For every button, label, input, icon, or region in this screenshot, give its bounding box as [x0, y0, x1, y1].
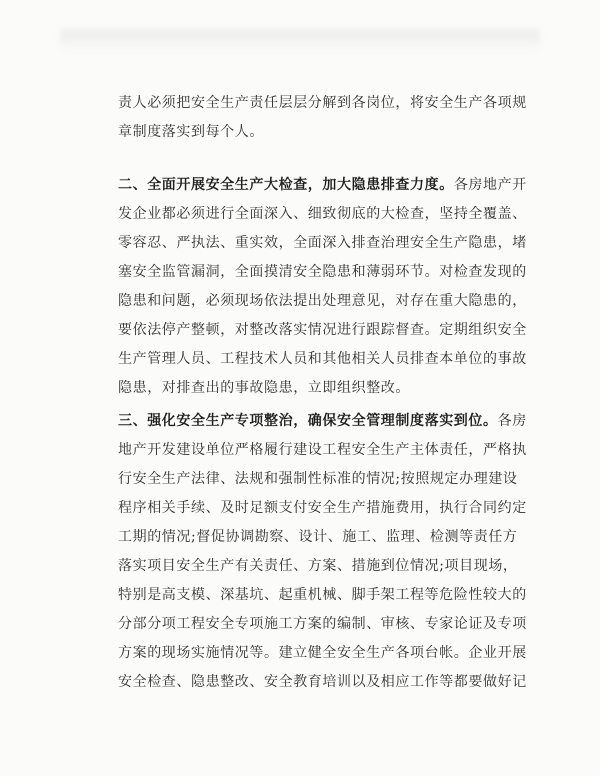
line-text: 零容忍、严执法、重实效，全面深入排查治理安全生产隐患，堵: [118, 235, 527, 251]
text-line: [118, 552, 518, 581]
paragraph-3: [118, 407, 527, 697]
line-text: 工期的情况;督促协调勘察、设计、施工、监理、检测等责任方: [118, 529, 518, 545]
line-text: 地产开发建设单位严格履行建设工程安全生产主体责任，严格执: [118, 442, 527, 458]
text-line: [118, 465, 518, 494]
line-text: 特别是高支模、深基坑、起重机械、脚手架工程等危险性较大的: [118, 587, 527, 603]
line-text: 程序相关手续、及时足额支付安全生产措施费用，执行合同约定: [118, 500, 527, 516]
text-line: [118, 89, 527, 118]
scan-shadow: [60, 30, 540, 52]
text-line: [118, 610, 527, 639]
line-text: 章制度落实到每个人。: [118, 124, 264, 140]
text-line: [118, 407, 527, 436]
text-line: [118, 494, 527, 523]
text-line: [118, 374, 498, 403]
line-text: 安全检查、隐患整改、安全教育培训以及相应工作等都要做好记: [118, 674, 527, 690]
line-text: 各房地产开: [453, 177, 527, 193]
line-text: 要依法停产整顿，对整改落实情况进行跟踪督查。定期组织安全: [118, 322, 527, 338]
line-text: 生产管理人员、工程技术人员和其他相关人员排查本单位的事故: [118, 351, 527, 367]
line-text: 行安全生产法律、法规和强制性标准的情况;按照规定办理建设: [118, 471, 518, 487]
line-text: 隐患，对排查出的事故隐患，立即组织整改。: [118, 380, 410, 396]
line-text: 方案的现场实施情况等。建立健全安全生产各项台帐。企业开展: [118, 645, 527, 661]
line-text: 发企业都必须进行全面深入、细致彻底的大检查，坚持全覆盖、: [118, 206, 527, 222]
paragraph-1: [118, 89, 527, 147]
bold-lead: 二、全面开展安全生产大检查，加大隐患排查力度。: [118, 177, 454, 193]
text-line: [118, 639, 527, 668]
text-line: [118, 287, 527, 316]
text-line: [118, 118, 498, 147]
paragraph-2: [118, 171, 527, 403]
line-text: 各房: [497, 413, 527, 429]
line-text: 隐患和问题，必须现场依法提出处理意见，对存在重大隐患的，: [118, 293, 527, 309]
text-line: [118, 200, 527, 229]
line-text: 责人必须把安全生产责任层层分解到各岗位，将安全生产各项规: [118, 95, 527, 111]
line-text: 塞安全监管漏洞，全面摸清安全隐患和薄弱环节。对检查发现的: [118, 264, 527, 280]
line-text: 落实项目安全生产有关责任、方案、措施到位情况;项目现场，: [118, 558, 518, 574]
text-line: [118, 581, 527, 610]
line-text: 分部分项工程安全专项施工方案的编制、审核、专家论证及专项: [118, 616, 527, 632]
text-line: [118, 229, 527, 258]
text-line: [118, 523, 518, 552]
text-line: [118, 258, 527, 287]
bold-lead: 三、强化安全生产专项整治，确保安全管理制度落实到位。: [118, 413, 498, 429]
text-line: [118, 316, 527, 345]
text-line: [118, 668, 527, 697]
text-line: [118, 171, 527, 200]
text-line: [118, 436, 527, 465]
text-line: [118, 345, 527, 374]
